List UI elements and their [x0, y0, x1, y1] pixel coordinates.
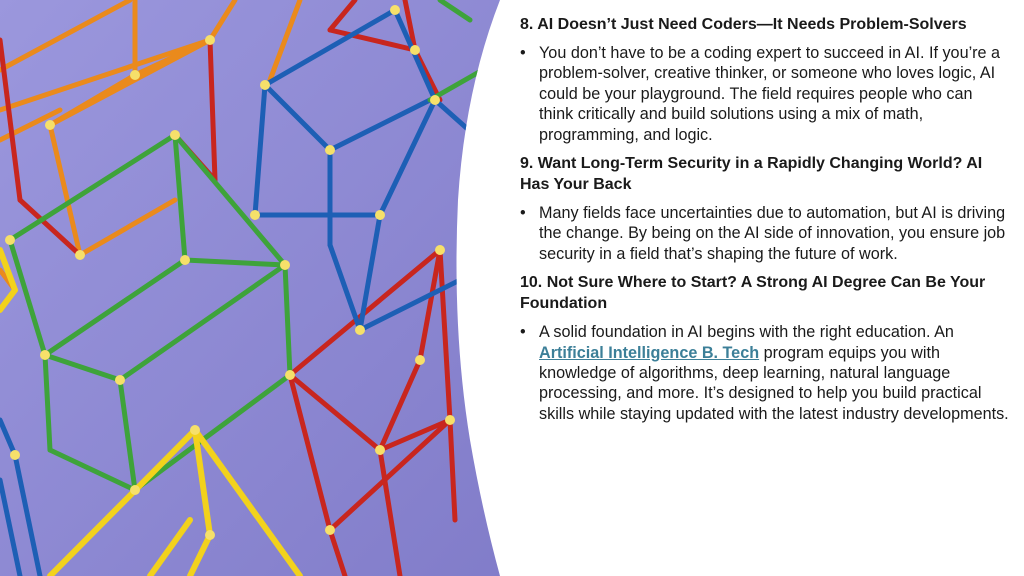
text-content — [520, 14, 1010, 432]
section-heading-10: 10. Not Sure Where to Start? A Strong AI Degree Can Be Your Foundation — [520, 274, 986, 313]
bullet-glyph: • — [520, 204, 526, 223]
bullet-text: You don’t have to be a coding expert to succeed in AI. If you’re a problem-solver, creative thinker, or someone who loves logic, AI could be your playground. The field requires people who can think critically and build solutions using a mix of math, programming, and logic. — [539, 44, 1001, 144]
bullet-text: Many fields face uncertainties due to automation, but AI is driving the change. By being on the AI side of innovation, you ensure job security in a field that’s shaping the future of work. — [539, 204, 1006, 263]
bullet-glyph: • — [520, 323, 526, 342]
section-heading-9: 9. Want Long-Term Security in a Rapidly Changing World? AI Has Your Back — [520, 155, 983, 194]
bullet-text-start: A solid foundation in AI begins with the right education. An — [539, 323, 954, 342]
bullet-item — [520, 322, 1010, 424]
ai-btech-link[interactable]: Artificial Intelligence B. Tech — [539, 343, 760, 362]
section-9-list — [520, 203, 1010, 264]
bullet-item — [520, 43, 1010, 145]
bullet-item — [520, 203, 1010, 264]
section-10-list — [520, 322, 1010, 424]
section-heading-8: 8. AI Doesn’t Just Need Coders—It Needs Problem-Solvers — [520, 16, 967, 33]
bullet-text-end: program equips you with knowledge of algorithms, deep learning, natural language processing, and more. It’s designed to help you build practical skills while staying updated with the latest industry developments. — [539, 343, 1009, 423]
section-8-list — [520, 43, 1010, 145]
bullet-glyph: • — [520, 44, 526, 62]
